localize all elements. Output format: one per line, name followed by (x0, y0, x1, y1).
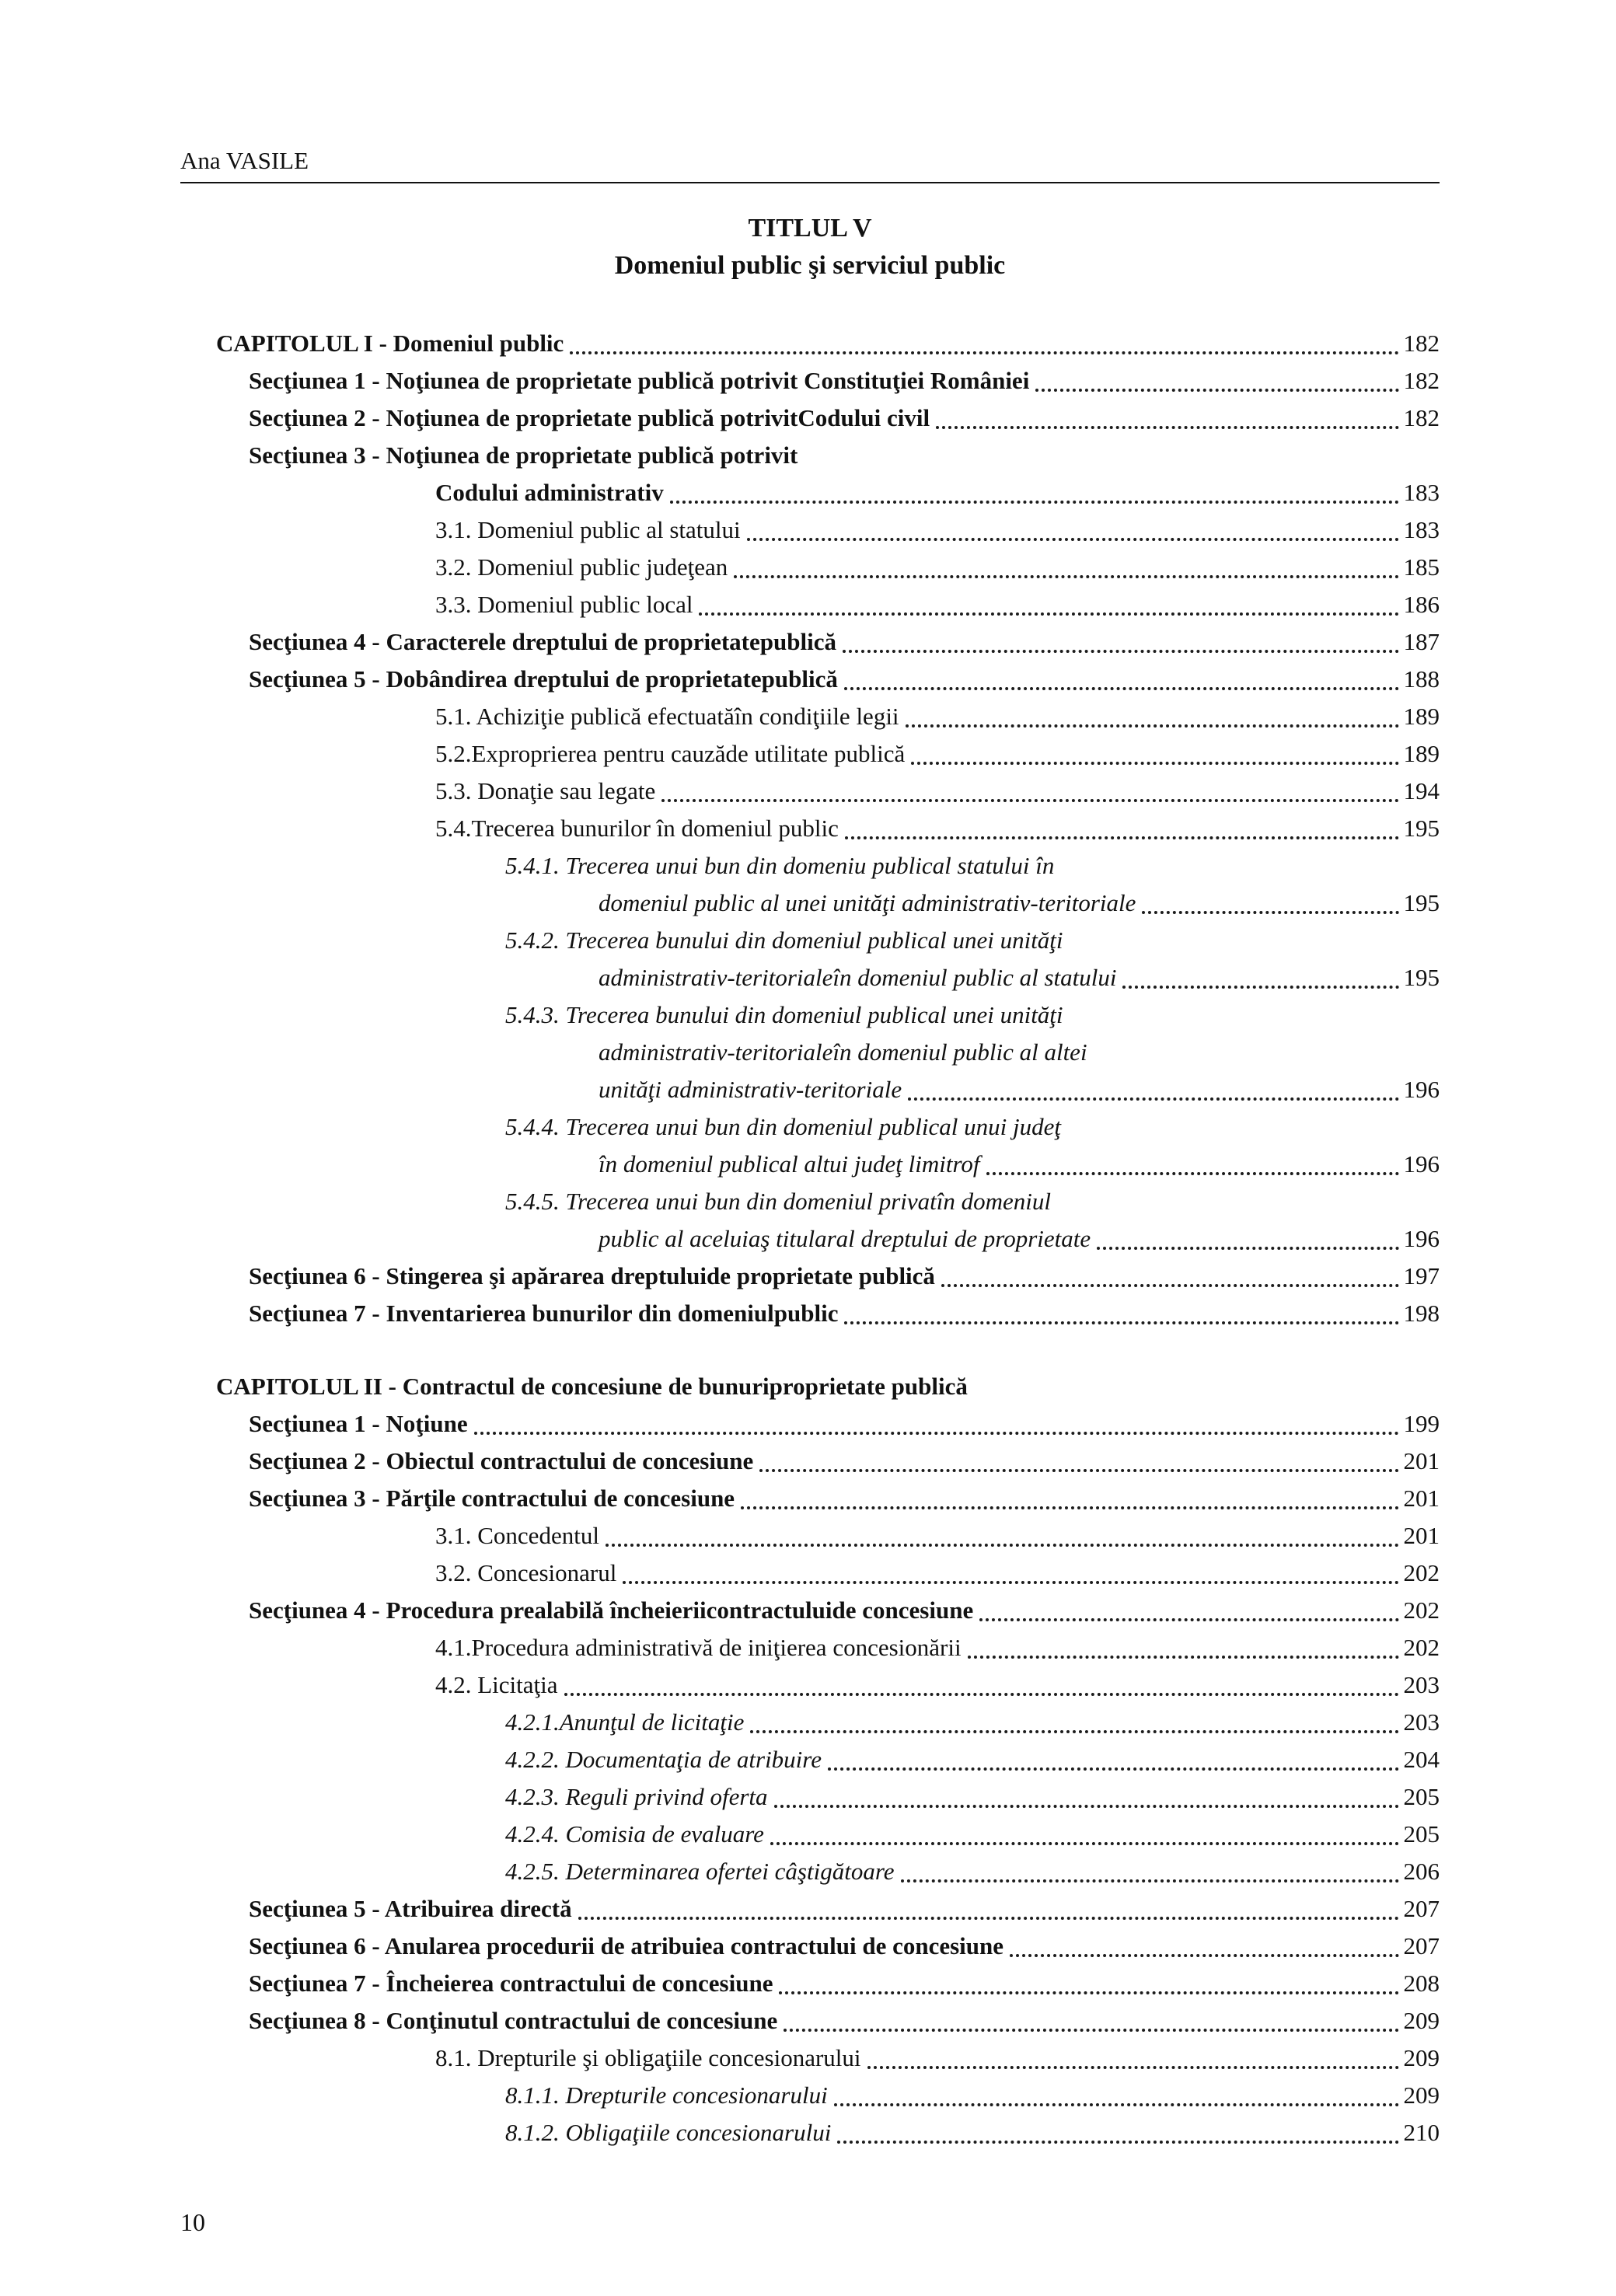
toc-entry-text: 8.1. Drepturile şi obligaţiile concesionarului (435, 2044, 861, 2071)
toc-entry (180, 661, 1440, 698)
dot-leader (1142, 911, 1398, 914)
toc-page-number: 187 (1403, 628, 1440, 655)
toc-entry-text: public al aceluiaş titularal dreptului de proprietate (599, 1225, 1091, 1252)
dot-leader (661, 799, 1398, 802)
toc-page-number: 195 (1403, 964, 1440, 991)
toc-page-number: 207 (1403, 1932, 1440, 1959)
toc-entry (180, 1704, 1440, 1741)
toc-entry-text: 3.1. Domeniul public al statului (435, 516, 741, 543)
toc-page-number: 202 (1403, 1634, 1440, 1661)
toc-page-number: 198 (1403, 1300, 1440, 1327)
toc-entry (180, 959, 1440, 996)
toc-entry (180, 1146, 1440, 1183)
toc-entry-text: 5.3. Donaţie sau legate (435, 777, 656, 804)
dot-leader (986, 1172, 1399, 1175)
toc-entry (180, 773, 1440, 810)
dot-leader (901, 1879, 1399, 1883)
toc-entry (180, 1034, 1440, 1071)
dot-leader (474, 1432, 1399, 1435)
toc-entry (180, 1405, 1440, 1443)
toc-entry-text: Secţiunea 1 - Noţiune (249, 1410, 468, 1437)
toc-entry-text: 8.1.2. Obligaţiile concesionarului (505, 2119, 832, 2146)
toc-entry (180, 1258, 1440, 1295)
toc-page-number: 183 (1403, 516, 1440, 543)
dot-leader (779, 1991, 1398, 1994)
toc-page-number: 205 (1403, 1820, 1440, 1848)
toc-entry-text: Secţiunea 7 - Inventarierea bunurilor din domeniulpublic (249, 1300, 839, 1327)
toc-entry-text: 4.2.4. Comisia de evaluare (505, 1820, 764, 1848)
toc-page-number: 197 (1403, 1262, 1440, 1289)
toc-entry-text: Secţiunea 1 - Noţiunea de proprietate publică potrivit Constituţiei României (249, 367, 1030, 394)
toc-entry-text: 5.4.1. Trecerea unui bun din domeniu publical statului în (505, 852, 1055, 879)
toc-entry (180, 1816, 1440, 1853)
toc-entry (180, 1890, 1440, 1928)
toc-entry (180, 362, 1440, 400)
toc-page-number: 195 (1403, 815, 1440, 842)
toc-entry (180, 549, 1440, 586)
toc-entry-text: 3.2. Concesionarul (435, 1559, 617, 1586)
toc-entry-text: administrativ-teritorialeîn domeniul public al statului (599, 964, 1117, 991)
toc-page-number: 185 (1403, 553, 1440, 581)
dot-leader (1097, 1247, 1398, 1250)
toc-entry (180, 698, 1440, 735)
toc-entry-text: 4.2. Licitaţia (435, 1671, 558, 1698)
dot-leader (843, 650, 1399, 653)
toc-entry-text: Secţiunea 7 - Încheierea contractului de concesiune (249, 1970, 773, 1997)
toc-page-number: 209 (1403, 2044, 1440, 2071)
toc-entry (180, 2114, 1440, 2151)
title-line-2: Domeniul public şi serviciul public (614, 251, 1006, 280)
toc-entry-text: 4.1.Procedura administrativă de iniţierea concesionării (435, 1634, 962, 1661)
toc-entry (180, 1741, 1440, 1778)
toc-entry-text: 4.2.3. Reguli privind oferta (505, 1783, 768, 1810)
dot-leader (759, 1469, 1398, 1472)
toc-entry (180, 586, 1440, 623)
toc-entry-text: Secţiunea 6 - Anularea procedurii de atribuiea contractului de concesiune (249, 1932, 1004, 1959)
toc-entry-text: CAPITOLUL I - Domeniul public (216, 330, 564, 357)
toc-entry (180, 400, 1440, 437)
toc-entry-text: domeniul public al unei unităţi administrativ-teritoriale (599, 889, 1136, 916)
dot-leader (670, 501, 1399, 504)
page-header (180, 0, 1440, 183)
toc-entry-text: 5.4.Trecerea bunurilor în domeniul public (435, 815, 839, 842)
toc-page-number: 182 (1403, 404, 1440, 431)
toc-page-number: 209 (1403, 2081, 1440, 2109)
dot-leader (774, 1805, 1399, 1808)
toc-entry (180, 996, 1440, 1034)
toc-entry-text: 5.4.4. Trecerea unui bun din domeniul publical unui judeţ (505, 1113, 1061, 1140)
toc-entry (180, 1517, 1440, 1555)
toc-entry (180, 922, 1440, 959)
toc-entry-text: 4.2.2. Documentaţia de atribuire (505, 1746, 822, 1773)
dot-leader (564, 1693, 1399, 1696)
toc-entry (180, 1220, 1440, 1258)
dot-leader (750, 1730, 1398, 1733)
toc-entry-text: 8.1.1. Drepturile concesionarului (505, 2081, 828, 2109)
toc-page-number: 207 (1403, 1895, 1440, 1922)
toc-page-number: 206 (1403, 1858, 1440, 1885)
dot-leader (623, 1581, 1398, 1584)
toc-page-number: 203 (1403, 1708, 1440, 1736)
dot-leader (906, 724, 1399, 728)
toc-entry-text: Secţiunea 6 - Stingerea şi apărarea dreptuluide proprietate publică (249, 1262, 935, 1289)
dot-leader (941, 1284, 1399, 1287)
title-line-1: TITLUL V (748, 214, 872, 243)
toc-entry-text: 3.1. Concedentul (435, 1522, 599, 1549)
toc-entry (180, 885, 1440, 922)
toc-entry-text: Secţiunea 2 - Noţiunea de proprietate publică potrivitCodului civil (249, 404, 930, 431)
dot-leader (845, 836, 1399, 839)
dot-leader (834, 2103, 1399, 2106)
toc-entry-text: Secţiunea 2 - Obiectul contractului de concesiune (249, 1447, 754, 1474)
toc-entry (180, 474, 1440, 511)
dot-leader (936, 426, 1398, 429)
dot-leader (1010, 1954, 1398, 1957)
toc-page-number: 189 (1403, 703, 1440, 730)
toc-page-number: 194 (1403, 777, 1440, 804)
toc-page-number: 186 (1403, 591, 1440, 618)
toc-page-number: 196 (1403, 1150, 1440, 1178)
toc-page-number: 203 (1403, 1671, 1440, 1698)
toc-entry-text: Secţiunea 4 - Caracterele dreptului de proprietatepublică (249, 628, 836, 655)
toc-entry (180, 1928, 1440, 1965)
toc-entry-text: Secţiunea 3 - Părţile contractului de concesiune (249, 1485, 735, 1512)
toc-entry (180, 623, 1440, 661)
toc-page-number: 183 (1403, 479, 1440, 506)
toc-page-number: 202 (1403, 1596, 1440, 1624)
toc-entry-text: CAPITOLUL II - Contractul de concesiune de bunuriproprietate publică (216, 1373, 968, 1400)
toc-entry (180, 1368, 1440, 1405)
toc (180, 325, 1440, 2151)
toc-page-number: 201 (1403, 1447, 1440, 1474)
toc-entry (180, 1666, 1440, 1704)
dot-leader (1122, 986, 1398, 989)
toc-entry (180, 847, 1440, 885)
toc-page-number: 204 (1403, 1746, 1440, 1773)
toc-entry-text: 5.4.5. Trecerea unui bun din domeniul privatîn domeniul (505, 1188, 1052, 1215)
header-rule (180, 182, 1440, 183)
dot-leader (979, 1618, 1398, 1621)
toc-entry (180, 2040, 1440, 2077)
toc-entry (180, 1965, 1440, 2002)
toc-entry (180, 1183, 1440, 1220)
dot-leader (699, 612, 1398, 616)
toc-entry (180, 1853, 1440, 1890)
toc-entry (180, 1555, 1440, 1592)
toc-page-number: 196 (1403, 1225, 1440, 1252)
dot-leader (784, 2029, 1398, 2032)
toc-entry-text: în domeniul publical altui judeţ limitrof (599, 1150, 980, 1178)
dot-leader (741, 1506, 1398, 1509)
dot-leader (770, 1842, 1399, 1845)
toc-entry-text: 4.2.5. Determinarea ofertei câştigătoare (505, 1858, 895, 1885)
dot-leader (844, 687, 1399, 690)
toc-entry (180, 810, 1440, 847)
toc-page-number: 182 (1403, 367, 1440, 394)
toc-entry (180, 325, 1440, 362)
dot-leader (570, 351, 1398, 354)
toc-entry (180, 437, 1440, 474)
toc-entry (180, 1071, 1440, 1108)
toc-entry-text: unităţi administrativ-teritoriale (599, 1076, 902, 1103)
toc-entry-text: 3.3. Domeniul public local (435, 591, 693, 618)
toc-entry-text: administrativ-teritorialeîn domeniul public al altei (599, 1038, 1087, 1066)
toc-page-number: 188 (1403, 665, 1440, 693)
toc-entry-text: Secţiunea 5 - Dobândirea dreptului de proprietatepublică (249, 665, 838, 693)
toc-page-number: 201 (1403, 1485, 1440, 1512)
dot-leader (911, 762, 1398, 765)
toc-entry-text: Secţiunea 8 - Conţinutul contractului de concesiune (249, 2007, 778, 2034)
toc-page-number: 209 (1403, 2007, 1440, 2034)
dot-leader (734, 575, 1398, 578)
dot-leader (578, 1917, 1399, 1920)
toc-entry-text: 3.2. Domeniul public judeţean (435, 553, 728, 581)
dot-leader (908, 1097, 1398, 1101)
toc-entry (180, 1592, 1440, 1629)
toc-page-number: 208 (1403, 1970, 1440, 1997)
toc-entry (180, 511, 1440, 549)
toc-entry (180, 735, 1440, 773)
toc-entry (180, 1443, 1440, 1480)
title-block (180, 210, 1440, 284)
toc-page-number: 205 (1403, 1783, 1440, 1810)
toc-entry-text: Codului administrativ (435, 479, 664, 506)
toc-entry (180, 1480, 1440, 1517)
toc-entry (180, 2002, 1440, 2040)
dot-leader (867, 2066, 1399, 2069)
dot-leader (968, 1656, 1399, 1659)
dot-leader (1035, 389, 1398, 392)
toc-entry-text: 5.4.3. Trecerea bunului din domeniul publical unei unităţi (505, 1001, 1063, 1028)
toc-entry-text: 5.4.2. Trecerea bunului din domeniul publical unei unităţi (505, 926, 1063, 954)
toc-page-number: 182 (1403, 330, 1440, 357)
toc-entry-text: Secţiunea 5 - Atribuirea directă (249, 1895, 572, 1922)
toc-entry (180, 1778, 1440, 1816)
toc-entry (180, 1108, 1440, 1146)
toc-page-number: 196 (1403, 1076, 1440, 1103)
toc-entry-text: 5.1. Achiziţie publică efectuatăîn condiţiile legii (435, 703, 899, 730)
dot-leader (844, 1321, 1398, 1324)
dot-leader (828, 1767, 1399, 1771)
toc-entry-text: Secţiunea 4 - Procedura prealabilă încheieriicontractuluide concesiune (249, 1596, 974, 1624)
toc-entry-text: 4.2.1.Anunţul de licitaţie (505, 1708, 745, 1736)
toc-page-number: 201 (1403, 1522, 1440, 1549)
dot-leader (606, 1544, 1399, 1547)
footer-page-number: 10 (180, 2208, 205, 2236)
toc-page-number: 189 (1403, 740, 1440, 767)
toc-page-number: 210 (1403, 2119, 1440, 2146)
toc-page-number: 202 (1403, 1559, 1440, 1586)
toc-page-number: 199 (1403, 1410, 1440, 1437)
dot-leader (747, 538, 1399, 541)
toc-entry (180, 2077, 1440, 2114)
dot-leader (837, 2141, 1398, 2144)
page-content (180, 0, 1440, 2151)
toc-entry-text: Secţiunea 3 - Noţiunea de proprietate publică potrivit (249, 441, 798, 469)
toc-entry-text: 5.2.Exproprierea pentru cauzăde utilitate publică (435, 740, 906, 767)
author-name: Ana VASILE (180, 147, 309, 174)
toc-entry (180, 1295, 1440, 1332)
toc-entry (180, 1629, 1440, 1666)
toc-page-number: 195 (1403, 889, 1440, 916)
